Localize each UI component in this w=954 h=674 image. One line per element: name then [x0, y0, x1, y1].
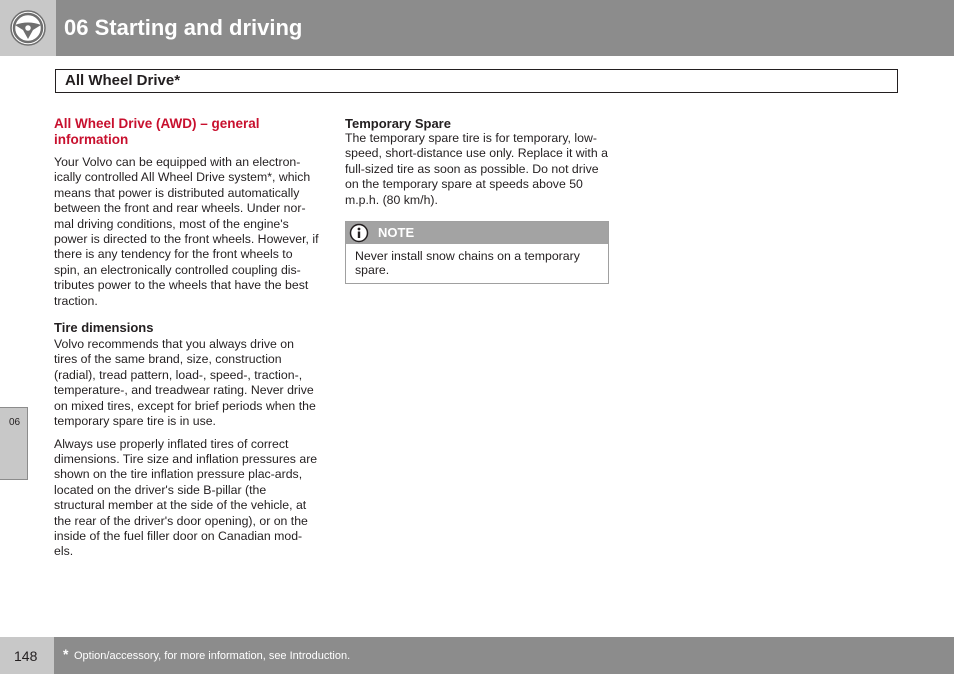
page-number: 148 [14, 648, 38, 664]
tire-dimensions-heading: Tire dimensions [54, 320, 154, 336]
footnote-text: Option/accessory, for more information, see Introduction. [74, 650, 351, 662]
page-number-box [0, 637, 54, 674]
chapter-title: 06 Starting and driving [64, 15, 303, 40]
note-label: NOTE [378, 225, 415, 241]
note-text: Never install snow chains on a temporary spare. [355, 249, 580, 278]
tire-dimensions-paragraph-2: Always use properly inflated tires of correct dimensions. Tire size and inflation pressures are shown on the tire inflation pressure plac-ards, located on the driver's side B-pillar (the structural member at the side of the vehicle, at the rear of the driver's door opening), or on the inside of the fuel filler door on Canadian mod-els. [54, 436, 318, 559]
info-icon [349, 223, 369, 243]
temporary-spare-paragraph: The temporary spare tire is for temporary, low-speed, short-distance use only. Replace it with a full-sized tire as soon as possible. Do not drive on the temporary spare at speeds above 50 m.p.h. (80 km/h). [345, 131, 608, 207]
middle-column [345, 116, 611, 284]
note-header [346, 222, 608, 244]
side-tab-label: 06 [9, 417, 21, 428]
page-header [0, 0, 954, 56]
left-column [54, 116, 320, 560]
footer-bar [54, 637, 954, 674]
awd-intro-paragraph: Your Volvo can be equipped with an electron-ically controlled All Wheel Drive system*, which means that power is distributed automatically between the front and rear wheels. Under nor-mal driving conditions, most of the engine's power is directed to the front wheels. However, if there is any tendency for the front wheels to spin, an electronically controlled coupling dis-tributes power to the wheels that have the best traction. [54, 155, 319, 308]
note-box [345, 221, 609, 284]
awd-heading: All Wheel Drive (AWD) – general information [54, 116, 260, 147]
section-bar [55, 69, 898, 93]
tire-dimensions-paragraph-1: Volvo recommends that you always drive on tires of the same brand, size, construction (radial), tread pattern, load-, speed-, traction-, temperature-, and treadwear rating. Never drive on mixed tires, except for brief periods when the temporary spare tire is in use. [54, 337, 316, 429]
chapter-icon-box [0, 0, 56, 56]
temporary-spare-heading: Temporary Spare [345, 116, 451, 131]
steering-wheel-icon [9, 9, 47, 47]
section-title: All Wheel Drive* [65, 72, 181, 89]
chapter-side-tab [0, 407, 28, 480]
footnote-star: * [63, 646, 69, 662]
